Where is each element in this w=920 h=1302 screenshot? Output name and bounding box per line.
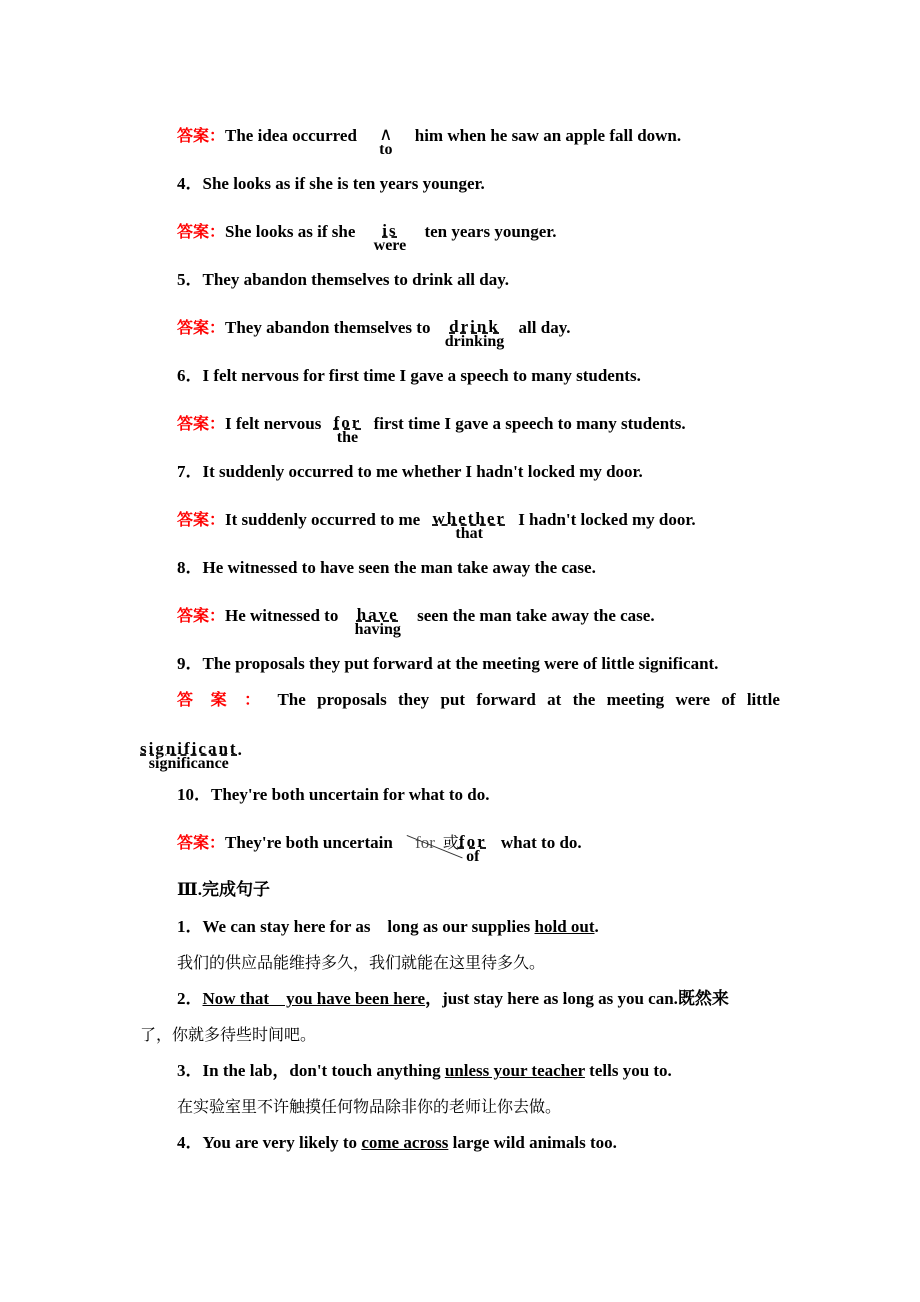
answer-word: the [572, 690, 596, 709]
answer-9 [177, 690, 780, 710]
answer-text: She looks as if she [225, 222, 356, 241]
answer-label: 答案： [177, 510, 226, 529]
answer-9-continued [140, 740, 242, 770]
answer-text: . [237, 740, 242, 759]
sentence-text: ，just stay here as long as you can.既然来 [425, 989, 729, 1008]
correction [445, 318, 505, 348]
answer-text: all day. [518, 318, 571, 337]
section-title [177, 880, 270, 900]
question-text: They're both uncertain for what to do. [211, 785, 490, 804]
question-text: I felt nervous for first time I gave a speech to many students. [202, 366, 641, 385]
translation-1: 我们的供应品能维持多久，我们就能在这里待多久。 [177, 953, 546, 972]
filled-blank: come across [361, 1133, 449, 1152]
sentence-text: . [594, 917, 599, 936]
answer-text: ten years younger. [424, 222, 557, 241]
correction [374, 222, 407, 252]
sentence-text: tells you to. [584, 1061, 672, 1080]
answer-text: They're both uncertain [225, 833, 393, 852]
answer-word: forward [476, 690, 536, 709]
item-number: 4． [177, 1133, 203, 1152]
correction-word: significance [148, 755, 229, 772]
question-text: They abandon themselves to drink all day. [202, 270, 510, 289]
sentence-text: In the lab，don't touch anything [202, 1061, 445, 1080]
question-text: She looks as if she is ten years younger. [202, 174, 485, 193]
question-4 [177, 174, 485, 194]
question-text: It suddenly occurred to me whether I hadn't locked my door. [202, 462, 643, 481]
wrong-word: significant [140, 739, 238, 758]
sentence-1 [177, 917, 599, 937]
answer-6 [177, 414, 686, 444]
answer-text: The idea occurred [225, 126, 357, 145]
answer-label: 答案： [177, 126, 226, 145]
correction-word: drinking [444, 333, 505, 350]
answer-label: 答案： [177, 606, 226, 625]
question-6 [177, 366, 641, 386]
question-number: 4． [177, 174, 203, 193]
answer-word: of [721, 690, 736, 709]
answer-label: 答案： [177, 222, 226, 241]
wrong-word: drink [449, 317, 500, 336]
answer-text: I hadn't locked my door. [518, 510, 696, 529]
sentence-2-continued: 了，你就多待些时间吧。 [140, 1025, 317, 1044]
question-8 [177, 558, 596, 578]
correction [334, 414, 362, 444]
filled-blank: Now that you have been here [202, 989, 426, 1008]
answer-7 [177, 510, 696, 540]
answer-text: what to do. [500, 833, 582, 852]
answer-text: It suddenly occurred to me [225, 510, 421, 529]
question-7 [177, 462, 643, 482]
wrong-word: whether [432, 509, 506, 528]
question-number: 7． [177, 462, 203, 481]
or-label: 或 [442, 833, 459, 852]
answer-5 [177, 318, 571, 348]
sentence-4 [177, 1133, 617, 1153]
answer-word: they [398, 690, 430, 709]
correction-word: were [373, 237, 407, 254]
correction-word: the [336, 429, 359, 446]
sentence-text: We can stay here for as long as our supplies [202, 917, 535, 936]
answer-text: They abandon themselves to [225, 318, 431, 337]
answer-text: seen the man take away the case. [417, 606, 655, 625]
answer-text: him when he saw an apple fall down. [414, 126, 682, 145]
answer-4 [177, 222, 557, 252]
sentence-2 [177, 989, 729, 1009]
answer-label: 答 案 ： [177, 690, 267, 709]
question-number: 6． [177, 366, 203, 385]
question-text: He witnessed to have seen the man take away the case. [202, 558, 596, 577]
correction [355, 606, 401, 636]
wrong-word: have [356, 605, 399, 624]
question-text: The proposals they put forward at the meeting were of little significant. [202, 654, 719, 673]
wrong-word: for [333, 413, 362, 432]
answer-word: put [440, 690, 466, 709]
correction [432, 510, 505, 540]
answer-word: were [675, 690, 711, 709]
correction-word: of [466, 848, 480, 865]
answer-word: The [277, 690, 306, 709]
item-number: 2． [177, 989, 203, 1008]
filled-blank: hold out [534, 917, 595, 936]
wrong-word: for [458, 832, 487, 851]
section-heading: Ⅲ.完成句子 [177, 880, 270, 899]
sentence-text: You are very likely to [202, 1133, 362, 1152]
question-number: 5． [177, 270, 203, 289]
sentence-text: large wild animals too. [448, 1133, 617, 1152]
answer-label: 答案： [177, 833, 226, 852]
question-number: 10． [177, 785, 211, 804]
answer-word: proposals [317, 690, 387, 709]
answer-10 [177, 833, 582, 863]
answer-word: at [547, 690, 562, 709]
answer-word: meeting [606, 690, 665, 709]
insert-caret-icon: ∧ [379, 124, 393, 145]
correction-word: to [379, 141, 393, 158]
question-9 [177, 654, 718, 674]
answer-word: little [746, 690, 780, 709]
wrong-word: is [382, 221, 398, 240]
filled-blank: unless your teacher [444, 1061, 585, 1080]
correction-word: having [354, 621, 401, 638]
answer-3 [177, 126, 681, 156]
translation-3: 在实验室里不许触摸任何物品除非你的老师让你去做。 [177, 1097, 562, 1116]
answer-text: I felt nervous [225, 414, 322, 433]
question-number: 9． [177, 654, 203, 673]
correction-word: that [455, 525, 483, 542]
correction-insert [379, 126, 392, 156]
correction [459, 833, 487, 863]
answer-label: 答案： [177, 318, 226, 337]
answer-label: 答案： [177, 414, 226, 433]
question-10 [177, 785, 489, 805]
answer-8 [177, 606, 655, 636]
item-number: 3． [177, 1061, 203, 1080]
question-5 [177, 270, 509, 290]
answer-text: He witnessed to [225, 606, 339, 625]
answer-text: first time I gave a speech to many students. [373, 414, 686, 433]
question-number: 8． [177, 558, 203, 577]
sentence-3 [177, 1061, 672, 1081]
item-number: 1． [177, 917, 203, 936]
correction [140, 740, 238, 770]
deleted-word: for [407, 833, 443, 853]
